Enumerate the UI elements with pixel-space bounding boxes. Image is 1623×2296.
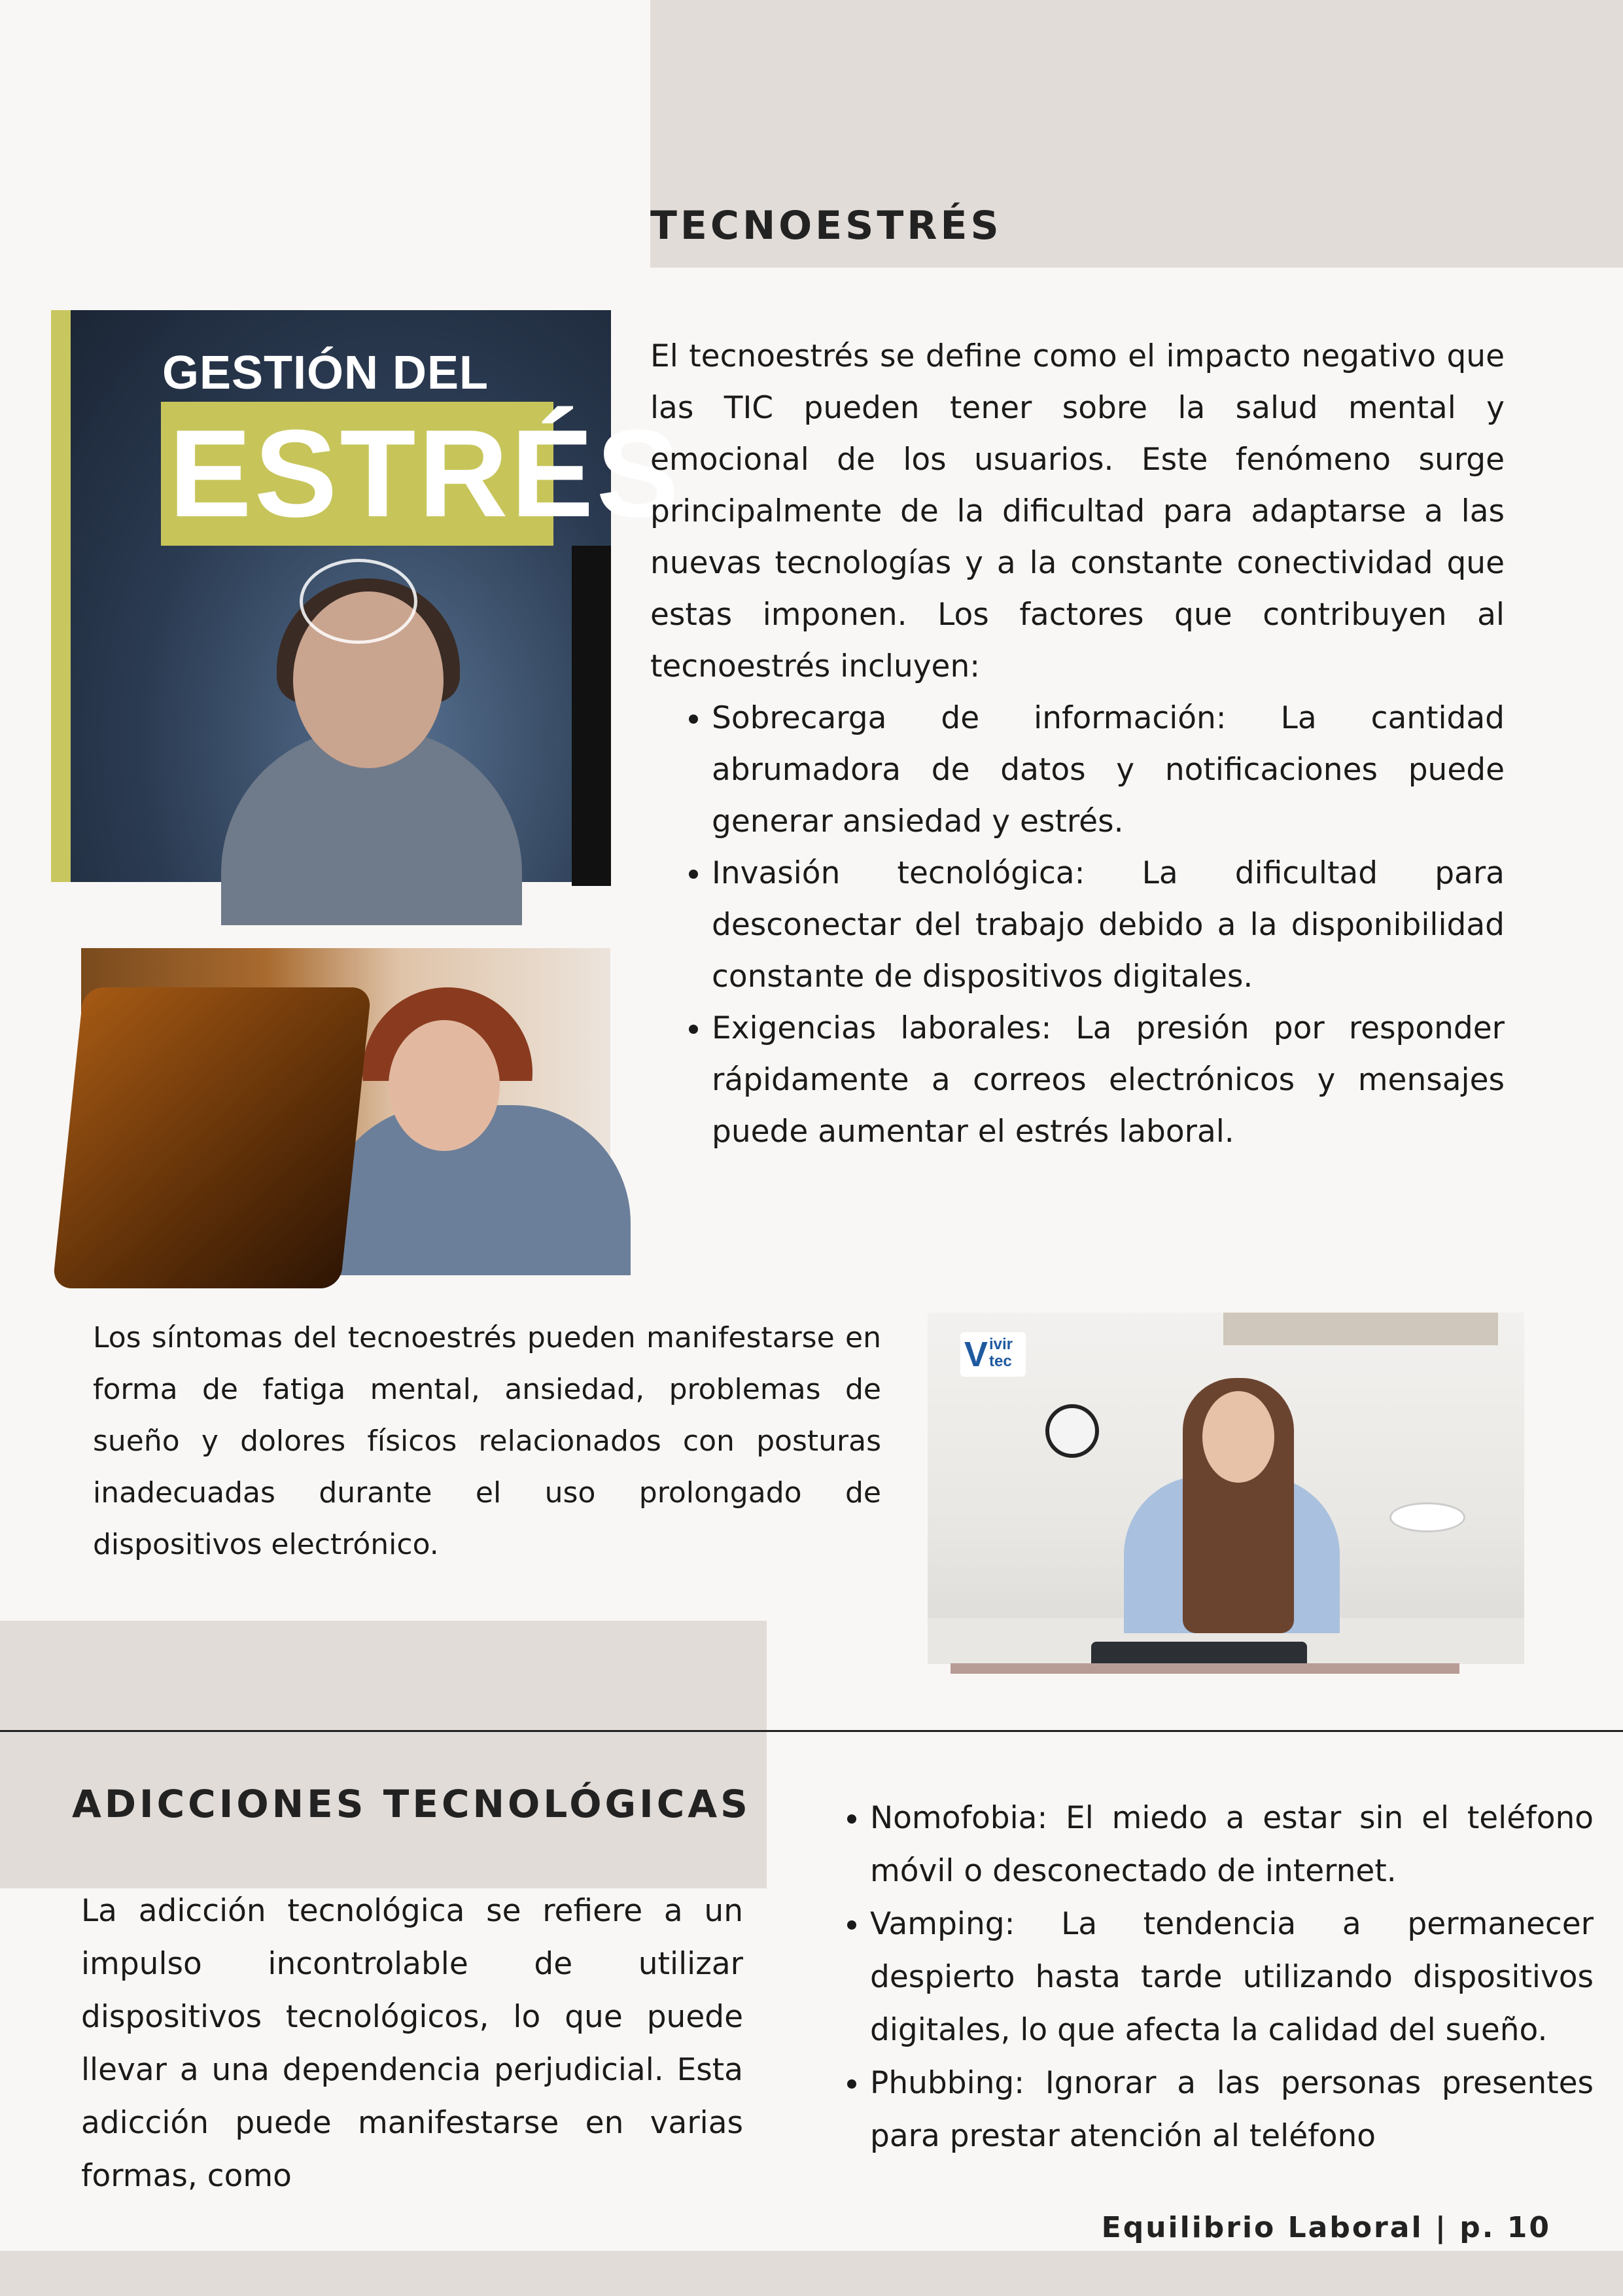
list-item: • Exigencias laborales: La presión por responder rápidamente a correos electrónicos y mensajes puede aumentar el estrés laboral. — [712, 1002, 1505, 1157]
list-item: • Phubbing: Ignorar a las personas presentes para prestar atención al teléfono — [870, 2057, 1594, 2163]
footer-band — [0, 2251, 1623, 2296]
stressed-woman-laptop-image — [81, 948, 610, 1252]
image1-line2: ESTRÉS — [169, 404, 682, 543]
image-underline — [951, 1663, 1459, 1674]
list-item: • Nomofobia: El miedo a estar sin el teléfono móvil o desconectado de internet. — [870, 1792, 1594, 1898]
vivirtec-logo: V ivir tec — [960, 1332, 1026, 1377]
list-item: • Vamping: La tendencia a permanecer despierto hasta tarde utilizando dispositivos digitales, lo que afecta la calidad del sueño. — [870, 1898, 1594, 2057]
section2-title: ADICCIONES TECNOLÓGICAS — [72, 1782, 751, 1826]
list-item: • Invasión tecnológica: La dificultad para desconectar del trabajo debido a la disponibilidad constante de dispositivos digitales. — [712, 847, 1505, 1002]
list-item: • Sobrecarga de información: La cantidad abrumadora de datos y notificaciones puede generar ansiedad y estrés. — [712, 692, 1505, 847]
section2-bullet-list — [809, 1792, 1594, 2163]
footer-page-label: Equilibrio Laboral | p. 10 — [1101, 2211, 1551, 2244]
symptoms-block — [93, 1312, 881, 1570]
section1-title: TECNOESTRÉS — [650, 203, 1002, 249]
section1-intro: El tecnoestrés se define como el impacto negativo que las TIC pueden tener sobre la salud mental y emocional de los usuarios. Este fenómeno surge principalmente de la dificultad para adaptarse a las nuevas tecnologías y a la constante conectividad que estas imponen. Los factores que contribuyen al tecnoestrés incluyen: — [650, 338, 1505, 684]
image1-line1: GESTIÓN DEL — [162, 347, 489, 399]
section1-content — [650, 330, 1505, 1157]
divider-line — [0, 1730, 1623, 1732]
clock-icon — [1045, 1404, 1099, 1458]
stress-management-image — [51, 310, 682, 882]
overwhelmed-woman-image — [928, 1313, 1524, 1664]
section2-intro-block — [81, 1884, 743, 2202]
symptoms-paragraph: Los síntomas del tecnoestrés pueden manifestarse en forma de fatiga mental, ansiedad, problemas de sueño y dolores físicos relacionados con posturas inadecuadas durante el uso prolongado de dispositivos electrónico. — [93, 1321, 881, 1561]
section2-title-band — [0, 1621, 767, 1888]
section1-bullet-list — [650, 692, 1505, 1157]
section2-bullets-block — [809, 1792, 1594, 2163]
section2-intro: La adicción tecnológica se refiere a un impulso incontrolable de utilizar dispositivos tecnológicos, lo que puede llevar a una dependencia perjudicial. Esta adicción puede manifestarse en varias formas, como — [81, 1893, 743, 2194]
